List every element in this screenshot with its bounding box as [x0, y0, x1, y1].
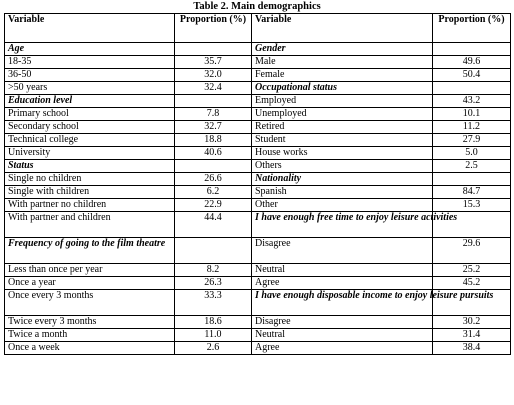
- proportion-cell-right: 49.6: [433, 56, 511, 69]
- group-heading-right: Occupational status: [252, 82, 433, 95]
- proportion-cell-left: [175, 95, 252, 108]
- table-row: [5, 160, 511, 173]
- variable-cell-left: Secondary school: [5, 121, 175, 134]
- variable-cell-left: With partner no children: [5, 199, 175, 212]
- proportion-cell-left: 35.7: [175, 56, 252, 69]
- proportion-cell-left: 40.6: [175, 147, 252, 160]
- proportion-cell-left: 33.3: [175, 290, 252, 316]
- table-row: [5, 238, 511, 264]
- variable-cell-right: Agree: [252, 277, 433, 290]
- group-heading-right: I have enough disposable income to enjoy leisure pursuits: [252, 290, 433, 316]
- proportion-cell-right: 15.3: [433, 199, 511, 212]
- proportion-cell-left: 32.7: [175, 121, 252, 134]
- table-row: [5, 43, 511, 56]
- variable-cell-left: Once a year: [5, 277, 175, 290]
- variable-cell-right: Spanish: [252, 186, 433, 199]
- group-heading-left: Frequency of going to the film theatre: [5, 238, 175, 264]
- variable-cell-right: Female: [252, 69, 433, 82]
- proportion-cell-right: 84.7: [433, 186, 511, 199]
- proportion-cell-left: 7.8: [175, 108, 252, 121]
- proportion-cell-left: 22.9: [175, 199, 252, 212]
- variable-cell-left: >50 years: [5, 82, 175, 95]
- table-caption: Table 2. Main demographics: [193, 1, 321, 12]
- proportion-cell-right: 31.4: [433, 329, 511, 342]
- variable-cell-right: Employed: [252, 95, 433, 108]
- table-row: [5, 277, 511, 290]
- proportion-cell-left: [175, 238, 252, 264]
- proportion-cell-right: [433, 173, 511, 186]
- proportion-cell-left: 2.6: [175, 342, 252, 355]
- variable-cell-right: Disagree: [252, 316, 433, 329]
- variable-cell-left: Less than once per year: [5, 264, 175, 277]
- demographics-table: [4, 13, 511, 355]
- proportion-cell-right: 29.6: [433, 238, 511, 264]
- table-row: [5, 108, 511, 121]
- proportion-cell-left: [175, 43, 252, 56]
- variable-cell-left: Once a week: [5, 342, 175, 355]
- proportion-cell-right: 2.5: [433, 160, 511, 173]
- proportion-cell-left: 11.0: [175, 329, 252, 342]
- variable-cell-left: Twice a month: [5, 329, 175, 342]
- table-row: [5, 342, 511, 355]
- variable-cell-right: House works: [252, 147, 433, 160]
- proportion-cell-left: [175, 160, 252, 173]
- group-heading-left: Education level: [5, 95, 175, 108]
- table-row: [5, 121, 511, 134]
- proportion-cell-right: 50.4: [433, 69, 511, 82]
- proportion-cell-right: 45.2: [433, 277, 511, 290]
- variable-cell-left: With partner and children: [5, 212, 175, 238]
- proportion-cell-right: [433, 43, 511, 56]
- table-row: [5, 316, 511, 329]
- group-heading-right: I have enough free time to enjoy leisure activities: [252, 212, 433, 238]
- table-row: [5, 173, 511, 186]
- proportion-cell-right: 5.0: [433, 147, 511, 160]
- proportion-cell-left: 32.0: [175, 69, 252, 82]
- proportion-cell-left: 6.2: [175, 186, 252, 199]
- table-row: [5, 69, 511, 82]
- proportion-cell-right: 11.2: [433, 121, 511, 134]
- table-row: [5, 56, 511, 69]
- proportion-cell-left: 18.8: [175, 134, 252, 147]
- column-header-proportion-right: Proportion (%): [433, 14, 511, 43]
- variable-cell-right: Neutral: [252, 329, 433, 342]
- table-row: [5, 199, 511, 212]
- group-heading-left: Status: [5, 160, 175, 173]
- variable-cell-left: 18-35: [5, 56, 175, 69]
- proportion-cell-right: 43.2: [433, 95, 511, 108]
- proportion-cell-left: 26.3: [175, 277, 252, 290]
- variable-cell-right: Disagree: [252, 238, 433, 264]
- variable-cell-right: Unemployed: [252, 108, 433, 121]
- column-header-variable-right: Variable: [252, 14, 433, 43]
- table-row: [5, 82, 511, 95]
- variable-cell-right: Male: [252, 56, 433, 69]
- variable-cell-right: Neutral: [252, 264, 433, 277]
- variable-cell-left: Once every 3 months: [5, 290, 175, 316]
- proportion-cell-left: 26.6: [175, 173, 252, 186]
- table-row: [5, 95, 511, 108]
- proportion-cell-right: 25.2: [433, 264, 511, 277]
- proportion-cell-right: 10.1: [433, 108, 511, 121]
- table-row: [5, 264, 511, 277]
- table-row: [5, 134, 511, 147]
- table-row: [5, 290, 511, 316]
- proportion-cell-right: [433, 82, 511, 95]
- group-heading-left: Age: [5, 43, 175, 56]
- variable-cell-right: Others: [252, 160, 433, 173]
- proportion-cell-left: 18.6: [175, 316, 252, 329]
- column-header-variable-left: Variable: [5, 14, 175, 43]
- variable-cell-right: Student: [252, 134, 433, 147]
- variable-cell-left: Primary school: [5, 108, 175, 121]
- table-row: [5, 329, 511, 342]
- proportion-cell-right: 27.9: [433, 134, 511, 147]
- column-header-proportion-left: Proportion (%): [175, 14, 252, 43]
- variable-cell-left: University: [5, 147, 175, 160]
- table-row: [5, 212, 511, 238]
- variable-cell-right: Other: [252, 199, 433, 212]
- variable-cell-left: 36-50: [5, 69, 175, 82]
- group-heading-right: Gender: [252, 43, 433, 56]
- table-header-row: [5, 14, 511, 43]
- variable-cell-right: Retired: [252, 121, 433, 134]
- table-row: [5, 147, 511, 160]
- proportion-cell-left: 8.2: [175, 264, 252, 277]
- proportion-cell-left: 32.4: [175, 82, 252, 95]
- proportion-cell-left: 44.4: [175, 212, 252, 238]
- variable-cell-left: Single no children: [5, 173, 175, 186]
- variable-cell-left: Technical college: [5, 134, 175, 147]
- variable-cell-left: Twice every 3 months: [5, 316, 175, 329]
- group-heading-right: Nationality: [252, 173, 433, 186]
- variable-cell-right: Agree: [252, 342, 433, 355]
- proportion-cell-right: 38.4: [433, 342, 511, 355]
- table-row: [5, 186, 511, 199]
- table-body: [5, 43, 511, 355]
- variable-cell-left: Single with children: [5, 186, 175, 199]
- proportion-cell-right: 30.2: [433, 316, 511, 329]
